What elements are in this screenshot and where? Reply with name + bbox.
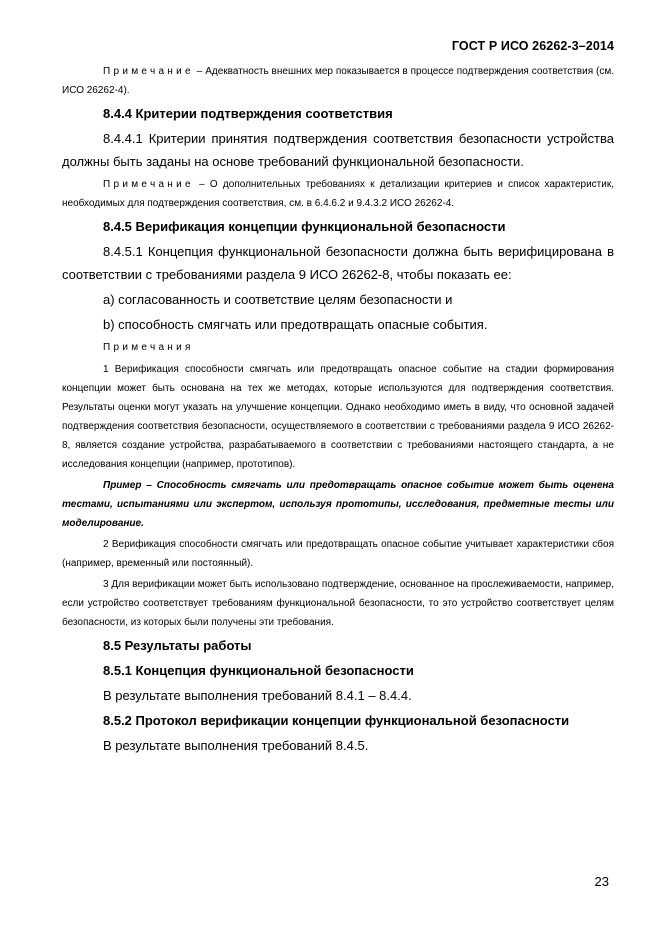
paragraph-8-5-1: В результате выполнения требований 8.4.1 – 8.4.4. [103, 688, 412, 703]
note-label: Примечание [103, 66, 194, 77]
section-heading-8-4-5: 8.4.5 Верификация концепции функциональной безопасности [103, 219, 506, 234]
paragraph-8-5-2: В результате выполнения требований 8.4.5. [103, 738, 369, 753]
section-heading-8-5-2: 8.5.2 Протокол верификации концепции функциональной безопасности [103, 713, 570, 728]
section-heading-8-4-4: 8.4.4 Критерии подтверждения соответствия [103, 106, 393, 121]
page-number: 23 [594, 874, 609, 889]
page-content [62, 62, 614, 757]
note-item-1: 1 Верификация способности смягчать или предотвращать опасное событие на стадии формирования концепции может быть основана на тех же методах, которые используются для подтверждения соответствия. Результаты оценки могут указать на улучшение концепции. Однако необходимо иметь в виду, что основной задачей подтверждения соответствия безопасности, осуществляемого в соответствии с требованиями раздела 9 ИСО 26262-8, является создание устройства, разрабатываемого в соответствии с требованиями настоящего стандарта, а не исследования концепции (например, прототипов). [62, 364, 614, 470]
note-item-2: 2 Верификация способности смягчать или предотвращать опасное событие учитывает характеристики сбоя (например, временный или постоянный). [62, 539, 614, 569]
section-heading-8-5-1: 8.5.1 Концепция функциональной безопасности [103, 663, 414, 678]
notes-label: Примечания [103, 342, 194, 353]
paragraph-8-4-4-1: 8.4.4.1 Критерии принятия подтверждения соответствия безопасности устройства должны быть заданы на основе требований функциональной безопасности. [62, 131, 614, 169]
paragraph-8-4-5-1: 8.4.5.1 Концепция функциональной безопасности должна быть верифицирована в соответствии с требованиями раздела 9 ИСО 26262-8, чтобы показать ее: [62, 244, 614, 282]
section-heading-8-5: 8.5 Результаты работы [103, 638, 252, 653]
document-code-header: ГОСТ Р ИСО 26262-3–2014 [451, 39, 614, 53]
note-item-3: 3 Для верификации может быть использовано подтверждение, основанное на прослеживаемости, например, если устройство соответствует требованиям функциональной безопасности, то это устройство соответствует целям безопасности, из которых были получены эти требования. [62, 579, 614, 628]
note-text: – Адекватность внешних мер показывается в процессе подтверждения соответствия (см. ИСО 26262-4). [62, 66, 614, 96]
list-item-b: b) способность смягчать или предотвращать опасные события. [103, 317, 488, 332]
note-paragraph [62, 62, 614, 100]
note-label: Примечание [103, 179, 194, 190]
note-text: – О дополнительных требованиях к детализации критериев и список характеристик, необходимых для подтверждения соответствия, см. в 6.4.6.2 и 9.4.3.2 ИСО 26262-4. [62, 179, 614, 209]
list-item-a: a) согласованность и соответствие целям безопасности и [103, 292, 453, 307]
example-paragraph: Пример – Способность смягчать или предотвращать опасное событие может быть оценена тестами, испытаниями или экспертом, используя прототипы, исследования, предметные тесты или моделирование. [62, 480, 614, 529]
note-paragraph [62, 175, 614, 213]
